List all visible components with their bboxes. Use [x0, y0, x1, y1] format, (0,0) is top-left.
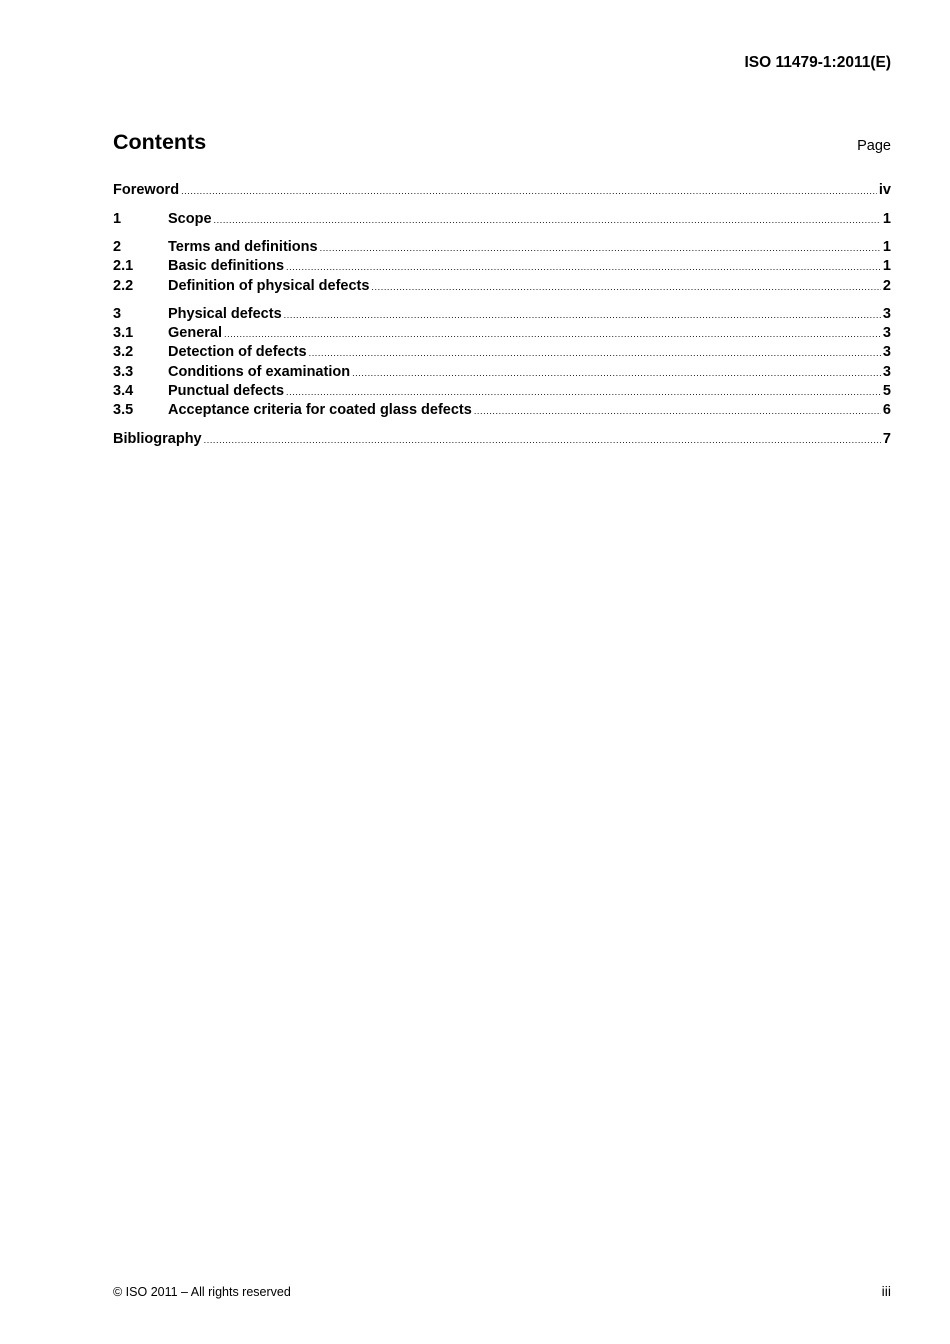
toc-entry-acceptance-criteria[interactable]	[113, 401, 891, 420]
toc-leader-dots	[352, 364, 881, 382]
toc-leader-dots	[204, 431, 881, 449]
contents-header	[113, 130, 891, 160]
toc-entry-page: 7	[882, 430, 891, 447]
toc-leader-dots	[224, 325, 881, 343]
toc-leader-dots	[286, 258, 881, 276]
toc-entry-page: iv	[878, 182, 891, 198]
toc-entry-number: 2.1	[113, 258, 134, 275]
toc-entry-page: 6	[882, 402, 891, 419]
toc-entry-title: Terms and definitions	[168, 239, 318, 256]
toc-entry-definition-of-physical-defects[interactable]	[113, 277, 891, 296]
toc-entry-number: 3.5	[113, 402, 134, 419]
toc-entry-number: 3.3	[113, 363, 134, 380]
toc-leader-dots	[320, 239, 881, 257]
page-column-label: Page	[857, 138, 891, 154]
toc-entry-physical-defects[interactable]	[113, 305, 891, 324]
toc-entry-number: 3.4	[113, 382, 134, 399]
toc-leader-dots	[181, 182, 877, 200]
toc-entry-number: 3.2	[113, 344, 134, 361]
toc-entry-title: Conditions of examination	[168, 363, 351, 380]
toc-entry-general[interactable]	[113, 324, 891, 343]
table-of-contents	[113, 181, 891, 449]
toc-entry-page: 1	[882, 258, 891, 275]
toc-entry-basic-definitions[interactable]	[113, 257, 891, 276]
toc-leader-dots	[309, 344, 881, 362]
toc-entry-number: 2	[113, 239, 122, 256]
toc-entry-page: 1	[882, 210, 891, 227]
toc-leader-dots	[371, 278, 881, 296]
toc-entry-scope[interactable]	[113, 210, 891, 229]
toc-leader-dots	[474, 402, 881, 420]
toc-entry-punctual-defects[interactable]	[113, 382, 891, 401]
copyright-notice: © ISO 2011 – All rights reserved	[113, 1285, 291, 1299]
toc-entry-detection-of-defects[interactable]	[113, 343, 891, 362]
toc-entry-number: 1	[113, 210, 122, 227]
toc-entry-title: Detection of defects	[168, 344, 307, 361]
toc-entry-number: 3.1	[113, 325, 134, 342]
toc-entry-title: Scope	[168, 210, 212, 227]
toc-entry-page: 5	[882, 382, 891, 399]
toc-leader-dots	[286, 383, 881, 401]
toc-entry-title: Basic definitions	[168, 258, 285, 275]
toc-entry-page: 3	[882, 363, 891, 380]
toc-entry-page: 3	[882, 325, 891, 342]
toc-entry-number: 3	[113, 306, 122, 323]
toc-leader-dots	[214, 211, 881, 229]
toc-entry-title: Definition of physical defects	[168, 277, 370, 294]
toc-entry-title: Foreword	[113, 182, 180, 198]
toc-entry-page: 2	[882, 277, 891, 294]
toc-entry-terms-and-definitions[interactable]	[113, 238, 891, 257]
toc-entry-title: Physical defects	[168, 306, 282, 323]
toc-entry-page: 3	[882, 306, 891, 323]
toc-entry-bibliography[interactable]	[113, 430, 891, 449]
document-id: ISO 11479-1:2011(E)	[744, 54, 891, 71]
toc-leader-dots	[284, 306, 881, 324]
toc-entry-title: General	[168, 325, 222, 342]
toc-entry-conditions-of-examination[interactable]	[113, 363, 891, 382]
toc-entry-foreword[interactable]	[113, 181, 891, 200]
toc-entry-number: 2.2	[113, 277, 134, 294]
page-number: iii	[881, 1283, 891, 1299]
toc-entry-page: 3	[882, 344, 891, 361]
page-title: Contents	[113, 130, 207, 154]
toc-entry-title: Acceptance criteria for coated glass defects	[168, 402, 472, 419]
toc-entry-title: Punctual defects	[168, 382, 285, 399]
toc-entry-title: Bibliography	[113, 430, 202, 447]
toc-entry-page: 1	[882, 239, 891, 256]
